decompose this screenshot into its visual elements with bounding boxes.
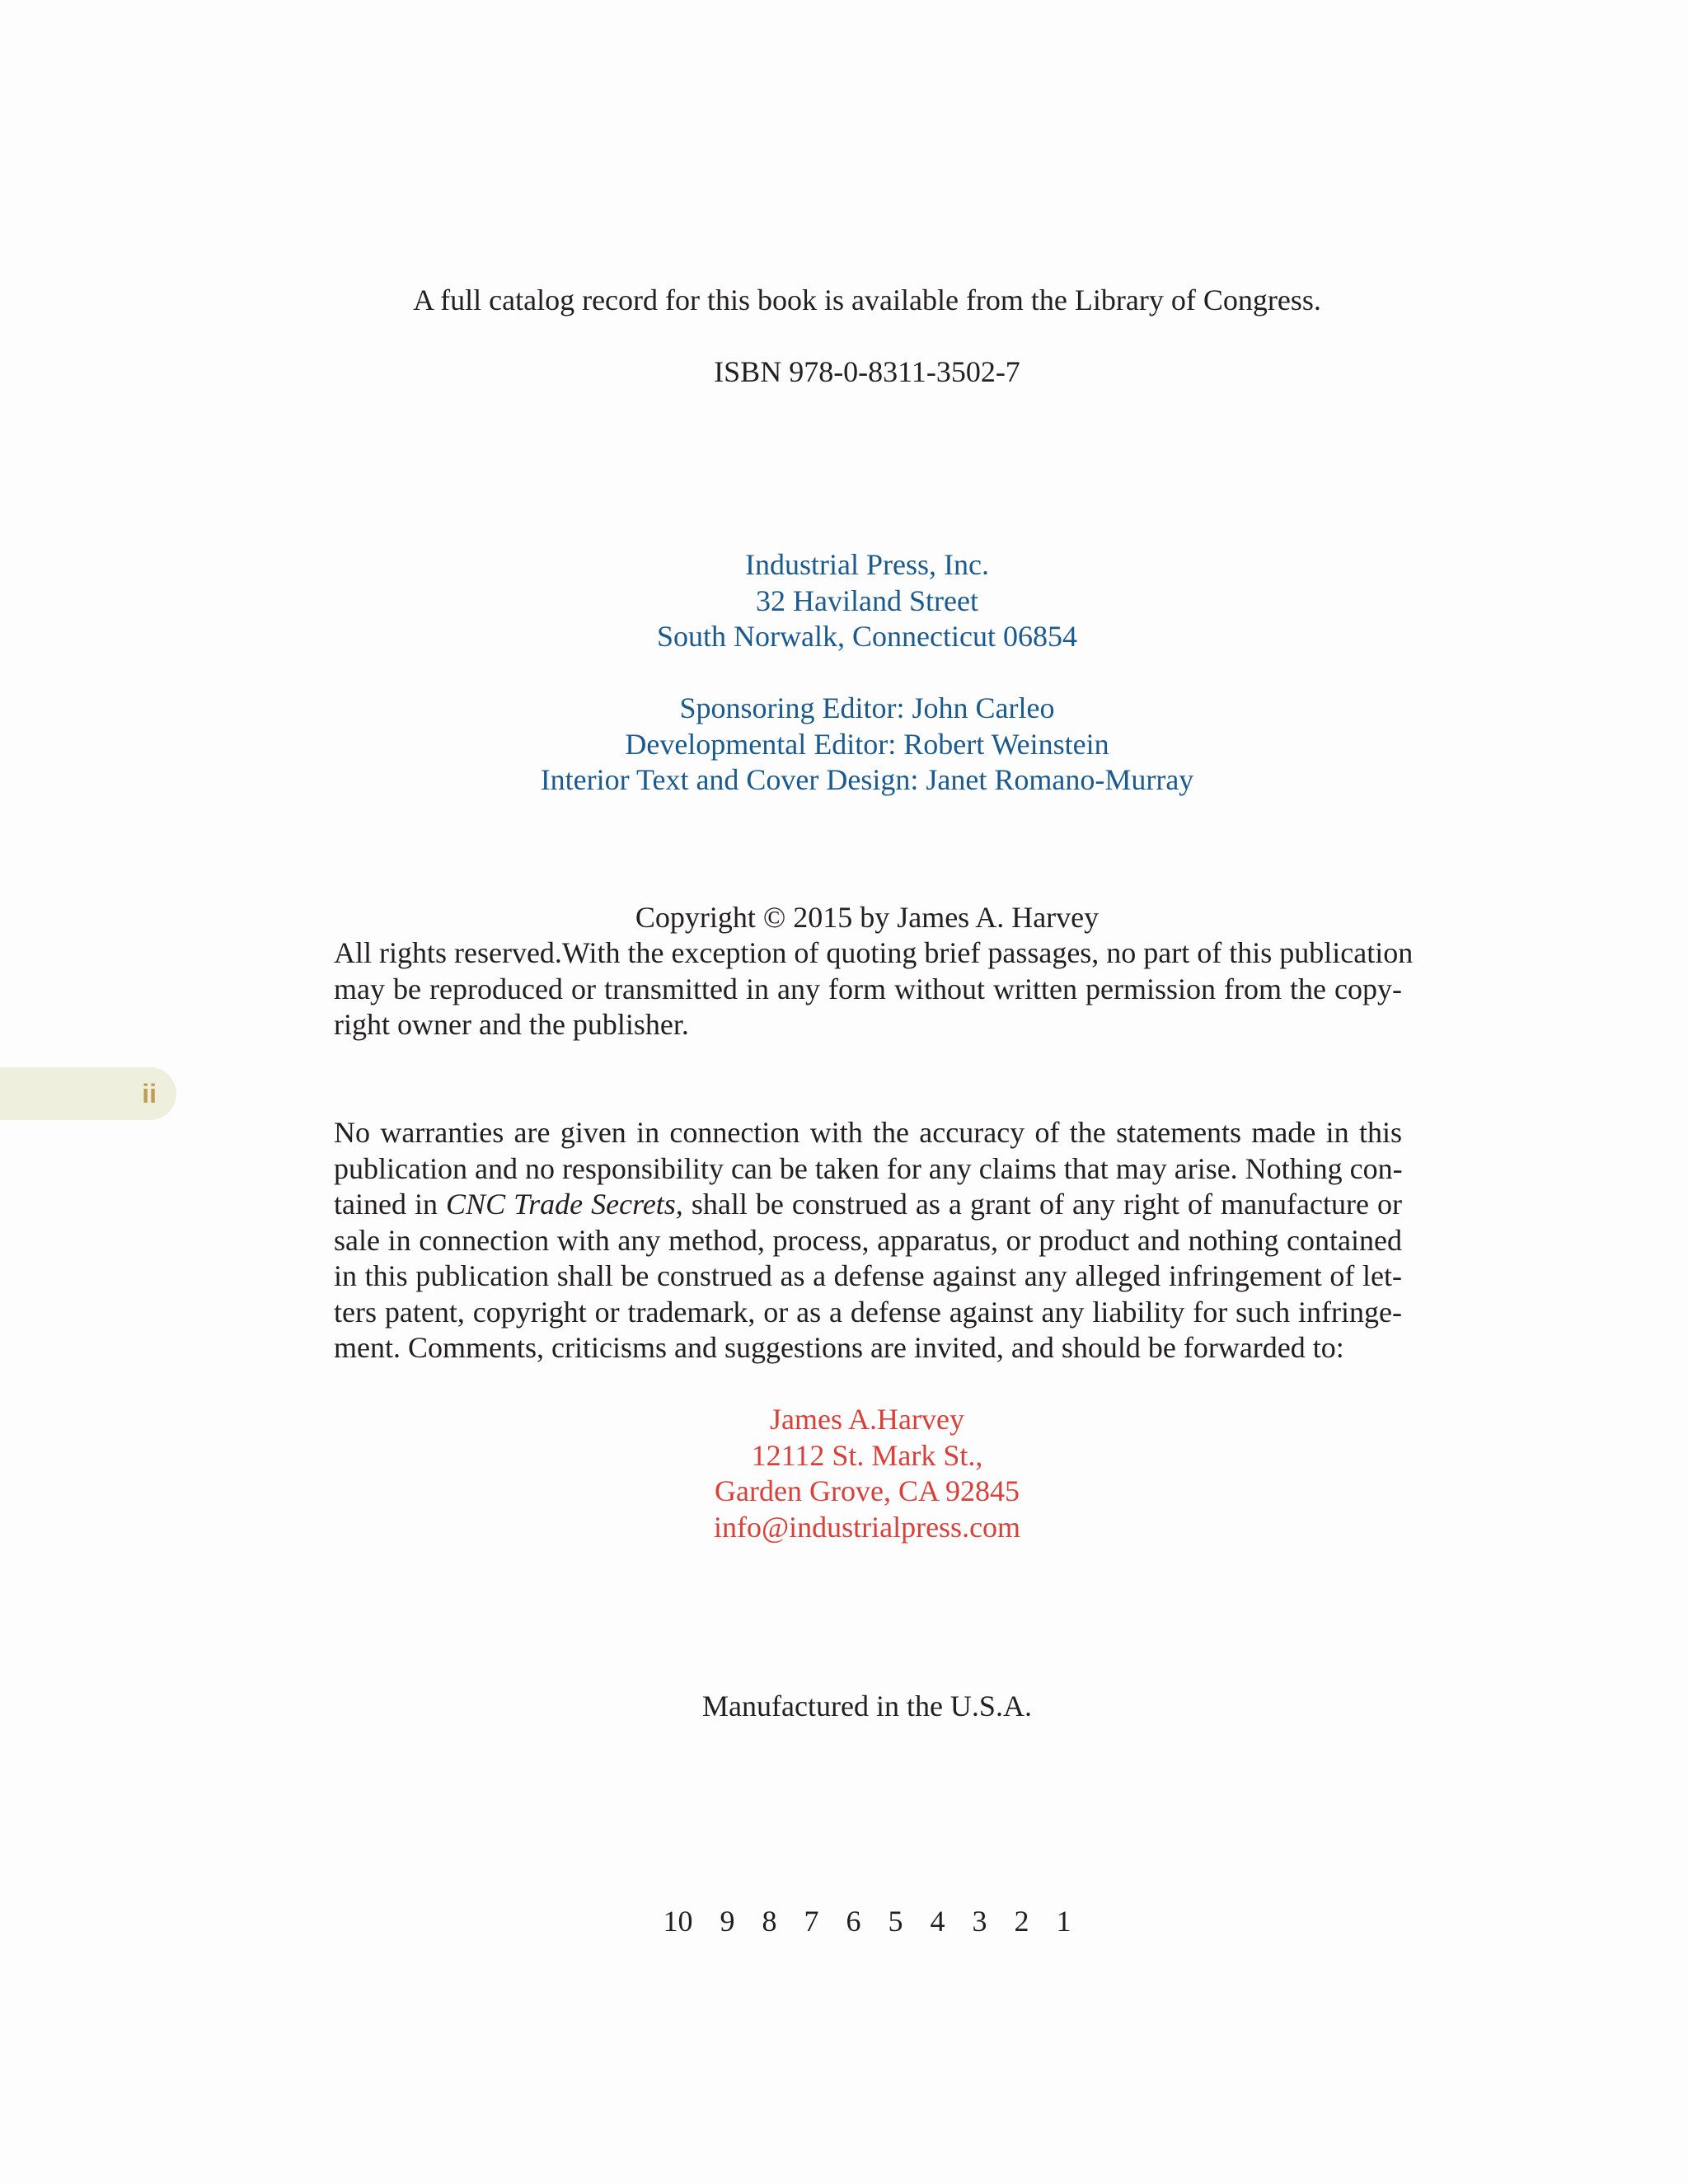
printing-number: 10: [663, 1905, 693, 1938]
sponsoring-editor: Sponsoring Editor: John Carleo: [679, 691, 1055, 724]
rights-line: may be reproduced or transmitted in any form without written permission from the copy-: [334, 972, 1402, 1005]
publisher-street: 32 Haviland Street: [756, 583, 978, 617]
page-number: ii: [142, 1079, 157, 1108]
warranty-text: tained in: [334, 1188, 447, 1221]
contact-city: Garden Grove, CA 92845: [715, 1474, 1020, 1507]
warranty-line: sale in connection with any method, process, apparatus, or product and nothing contained: [334, 1223, 1402, 1257]
warranty-paragraph: [334, 1115, 1402, 1366]
printing-number: 9: [720, 1905, 735, 1938]
rights-line: right owner and the publisher.: [334, 1008, 689, 1041]
warranty-line: ters patent, copyright or trademark, or as a defense against any liability for such infringe-: [334, 1295, 1402, 1329]
printing-number: 6: [846, 1905, 861, 1938]
printing-number: 5: [888, 1905, 903, 1938]
developmental-editor: Developmental Editor: Robert Weinstein: [625, 727, 1109, 761]
design-credit: Interior Text and Cover Design: Janet Romano-Murray: [540, 763, 1194, 796]
rights-paragraph: [334, 935, 1414, 1043]
warranty-line: No warranties are given in connection with the accuracy of the statements made in this: [334, 1116, 1402, 1149]
catalog-record-notice: A full catalog record for this book is available from the Library of Congress.: [413, 284, 1321, 316]
warranty-line: in this publication shall be construed as a defense against any alleged infringement of let-: [334, 1259, 1402, 1292]
warranty-line: [334, 1187, 1402, 1223]
printing-number: 7: [804, 1905, 819, 1938]
warranty-line: publication and no responsibility can be taken for any claims that may arise. Nothing con-: [334, 1151, 1403, 1185]
contact-address: [0, 1402, 1688, 1545]
book-title: CNC Trade Secrets,: [446, 1188, 683, 1221]
publisher-name: Industrial Press, Inc.: [745, 548, 989, 581]
printing-number: 4: [930, 1905, 945, 1938]
printing-number: 8: [762, 1905, 777, 1938]
rights-line: All rights reserved.With the exception of quoting brief passages, no part of this publication: [334, 936, 1414, 969]
printing-line: [0, 1904, 1688, 1940]
warranty-line: ment. Comments, criticisms and suggestions are invited, and should be forwarded to:: [334, 1331, 1344, 1364]
manufactured-notice: Manufactured in the U.S.A.: [702, 1690, 1032, 1722]
contact-street: 12112 St. Mark St.,: [751, 1438, 983, 1472]
printing-number: 1: [1056, 1905, 1071, 1938]
editorial-credits: [0, 691, 1688, 799]
printing-number: 3: [972, 1905, 987, 1938]
publisher-city: South Norwalk, Connecticut 06854: [657, 620, 1077, 653]
warranty-text: shall be construed as a grant of any right of manufacture or: [682, 1188, 1402, 1221]
publisher-address: [0, 547, 1688, 655]
printing-number: 2: [1014, 1905, 1029, 1938]
contact-email[interactable]: info@industrialpress.com: [713, 1510, 1021, 1544]
copyright-notice: Copyright © 2015 by James A. Harvey: [635, 901, 1100, 934]
isbn: ISBN 978-0-8311-3502-7: [714, 355, 1020, 388]
page-number-tab: [0, 1067, 176, 1120]
contact-name: James A.Harvey: [770, 1403, 964, 1436]
